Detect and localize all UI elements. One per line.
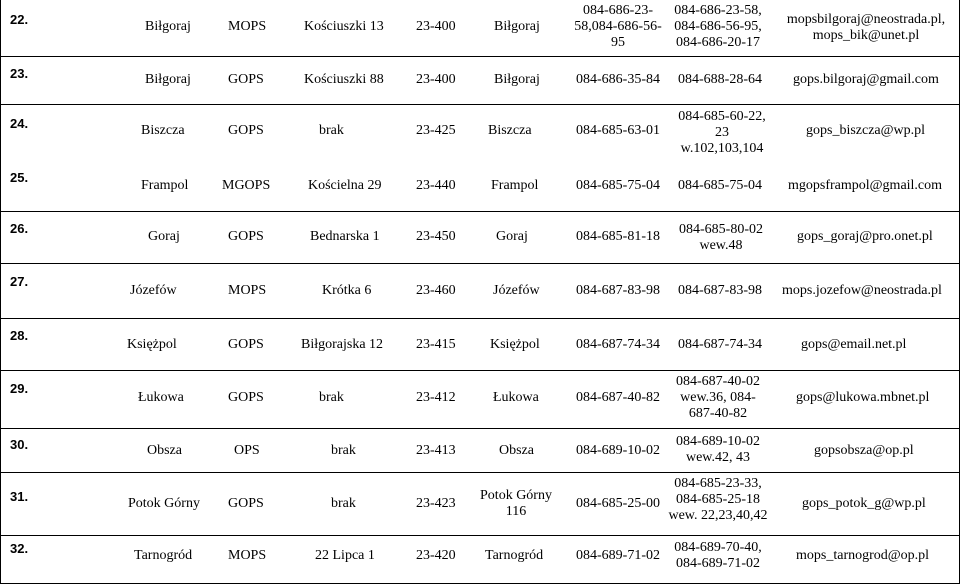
- city-cell: Biłgoraj: [145, 72, 191, 87]
- type-cell: GOPS: [228, 229, 264, 244]
- city-cell: Łukowa: [138, 390, 184, 405]
- fax-cell: 084-689-10-02 wew.42, 43: [676, 434, 760, 465]
- phone-cell: 084-685-25-00: [576, 496, 660, 511]
- fax-cell: 084-687-40-02 wew.36, 084-687-40-82: [676, 374, 760, 421]
- city-cell: Biszcza: [141, 123, 185, 138]
- type-cell: GOPS: [228, 496, 264, 511]
- zip-cell: 23-440: [416, 178, 456, 193]
- post-cell: Biszcza: [488, 123, 532, 138]
- email-cell[interactable]: gops_potok_g@wp.pl: [802, 496, 926, 511]
- street-cell: brak: [319, 123, 344, 138]
- row-divider: [0, 104, 960, 105]
- phone-cell: 084-687-83-98: [576, 283, 660, 298]
- post-cell: Frampol: [491, 178, 539, 193]
- zip-cell: 23-400: [416, 19, 456, 34]
- street-cell: Kościuszki 13: [304, 19, 384, 34]
- row-number: 29.: [10, 381, 29, 396]
- zip-cell: 23-420: [416, 548, 456, 563]
- phone-cell: 084-686-35-84: [576, 72, 660, 87]
- phone-cell: 084-687-40-82: [576, 390, 660, 405]
- city-cell: Tarnogród: [134, 548, 193, 563]
- row-divider: [0, 535, 960, 536]
- type-cell: GOPS: [228, 337, 264, 352]
- type-cell: GOPS: [228, 72, 264, 87]
- street-cell: Kościuszki 88: [304, 72, 384, 87]
- street-cell: Krótka 6: [322, 283, 372, 298]
- phone-cell: 084-689-10-02: [576, 443, 660, 458]
- row-number: 30.: [10, 437, 29, 452]
- type-cell: MGOPS: [222, 178, 271, 193]
- post-cell: Obsza: [499, 443, 534, 458]
- post-cell: Biłgoraj: [494, 72, 540, 87]
- type-cell: GOPS: [228, 390, 264, 405]
- zip-cell: 23-460: [416, 283, 456, 298]
- row-divider: [0, 428, 960, 429]
- email-cell[interactable]: gops@lukowa.mbnet.pl: [796, 390, 930, 405]
- row-number: 27.: [10, 274, 29, 289]
- street-cell: Biłgorajska 12: [301, 337, 384, 352]
- zip-cell: 23-415: [416, 337, 456, 352]
- post-cell: Tarnogród: [485, 548, 544, 563]
- post-cell: Potok Górny 116: [480, 488, 552, 519]
- post-cell: Biłgoraj: [494, 19, 540, 34]
- street-cell: Bednarska 1: [310, 229, 380, 244]
- row-divider: [0, 370, 960, 371]
- city-cell: Księżpol: [127, 337, 177, 352]
- row-divider: [0, 263, 960, 264]
- phone-cell: 084-685-81-18: [576, 229, 660, 244]
- post-cell: Księżpol: [490, 337, 540, 352]
- email-cell[interactable]: gops.bilgoraj@gmail.com: [793, 72, 939, 87]
- email-cell[interactable]: gops_biszcza@wp.pl: [806, 123, 926, 138]
- type-cell: OPS: [234, 443, 260, 458]
- row-divider: [0, 472, 960, 473]
- city-cell: Józefów: [130, 283, 177, 298]
- phone-cell: 084-686-23-58,084-686-56-95: [574, 3, 662, 50]
- post-cell: Łukowa: [493, 390, 539, 405]
- zip-cell: 23-413: [416, 443, 456, 458]
- row-divider: [0, 56, 960, 57]
- type-cell: GOPS: [228, 123, 264, 138]
- email-cell[interactable]: gops_goraj@pro.onet.pl: [797, 229, 933, 244]
- row-divider: [0, 211, 960, 212]
- table-border-left: [0, 0, 1, 584]
- post-cell: Józefów: [493, 283, 540, 298]
- row-number: 28.: [10, 328, 29, 343]
- street-cell: brak: [331, 443, 356, 458]
- city-cell: Potok Górny: [128, 496, 200, 511]
- street-cell: brak: [331, 496, 356, 511]
- phone-cell: 084-685-75-04: [576, 178, 660, 193]
- post-cell: Goraj: [496, 229, 528, 244]
- fax-cell: 084-686-23-58, 084-686-56-95, 084-686-20-17: [674, 3, 762, 50]
- fax-cell: 084-688-28-64: [678, 72, 762, 87]
- type-cell: MOPS: [228, 548, 267, 563]
- row-number: 24.: [10, 116, 29, 131]
- zip-cell: 23-400: [416, 72, 456, 87]
- fax-cell: 084-689-70-40, 084-689-71-02: [674, 540, 762, 571]
- fax-cell: 084-687-74-34: [678, 337, 762, 352]
- city-cell: Biłgoraj: [145, 19, 191, 34]
- city-cell: Frampol: [141, 178, 189, 193]
- fax-cell: 084-685-80-02 wew.48: [679, 222, 763, 253]
- fax-cell: 084-687-83-98: [678, 283, 762, 298]
- row-divider: [0, 318, 960, 319]
- email-cell[interactable]: mgopsframpol@gmail.com: [788, 178, 943, 193]
- row-number: 23.: [10, 66, 29, 81]
- street-cell: brak: [319, 390, 344, 405]
- fax-cell: 084-685-23-33, 084-685-25-18 wew. 22,23,40,42: [668, 476, 768, 523]
- row-number: 32.: [10, 541, 29, 556]
- city-cell: Goraj: [148, 229, 180, 244]
- street-cell: 22 Lipca 1: [315, 548, 375, 563]
- city-cell: Obsza: [147, 443, 182, 458]
- email-cell[interactable]: gopsobsza@op.pl: [814, 443, 914, 458]
- zip-cell: 23-425: [416, 123, 456, 138]
- email-cell[interactable]: mops_tarnogrod@op.pl: [796, 548, 930, 563]
- row-number: 26.: [10, 221, 29, 236]
- email-cell[interactable]: mops.jozefow@neostrada.pl: [782, 283, 942, 298]
- phone-cell: 084-687-74-34: [576, 337, 660, 352]
- zip-cell: 23-450: [416, 229, 456, 244]
- row-number: 31.: [10, 489, 29, 504]
- type-cell: MOPS: [228, 283, 267, 298]
- email-cell[interactable]: gops@email.net.pl: [801, 337, 907, 352]
- fax-cell: 084-685-60-22, 23 w.102,103,104: [678, 109, 766, 156]
- phone-cell: 084-689-71-02: [576, 548, 660, 563]
- row-number: 22.: [10, 12, 29, 27]
- zip-cell: 23-412: [416, 390, 456, 405]
- fax-cell: 084-685-75-04: [678, 178, 762, 193]
- street-cell: Kościelna 29: [308, 178, 382, 193]
- phone-cell: 084-685-63-01: [576, 123, 660, 138]
- email-cell[interactable]: mopsbilgoraj@neostrada.pl, mops_bik@unet.pl: [786, 12, 946, 43]
- zip-cell: 23-423: [416, 496, 456, 511]
- type-cell: MOPS: [228, 19, 267, 34]
- row-number: 25.: [10, 170, 29, 185]
